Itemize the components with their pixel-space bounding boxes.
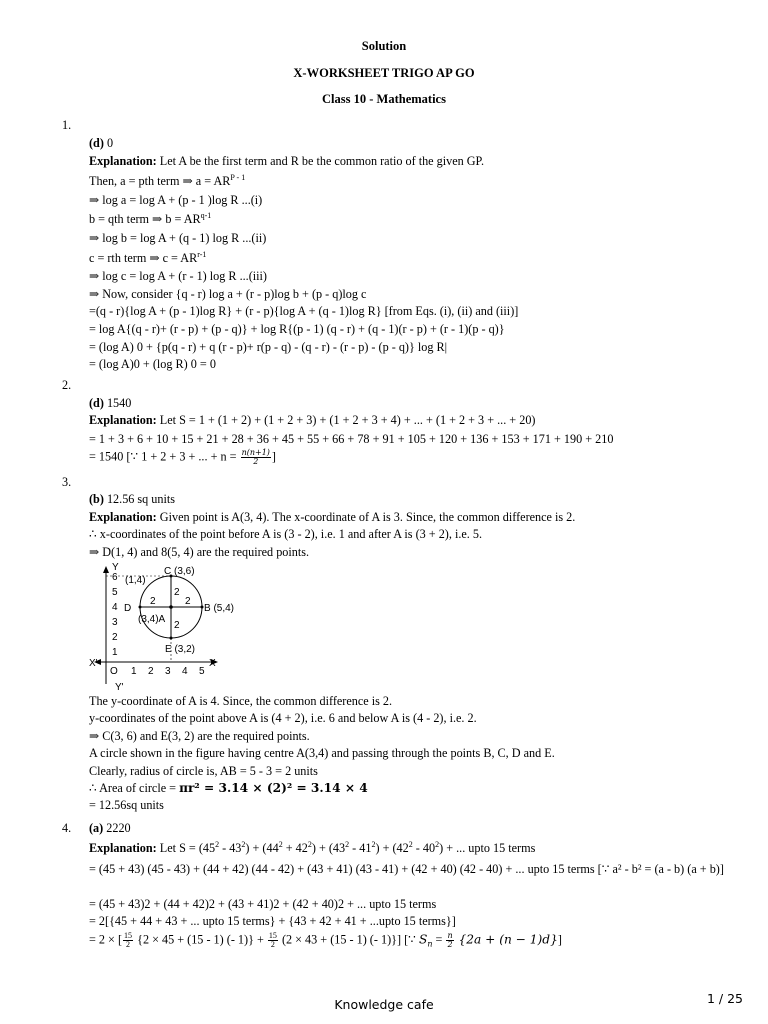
y-tick: 5 bbox=[112, 587, 118, 598]
answer-value: 12.56 sq units bbox=[106, 492, 176, 506]
explanation-text: Let S = 1 + (1 + 2) + (1 + 2 + 3) + (1 + 2 + 3 + 4) + ... + (1 + 2 + 3 + ... + 20) bbox=[159, 413, 536, 427]
fraction-numerator: 15 bbox=[268, 931, 277, 940]
segment-label: 2 bbox=[174, 587, 180, 598]
solution-line: = (log A) 0 + {p(q - r) + q (r - p)+ r(p - q) - (q - r) - (r - p) - (p - q)} log R| bbox=[89, 340, 448, 354]
solution-line: ⇒ D(1, 4) and 8(5, 4) are the required points. bbox=[89, 545, 310, 559]
explanation-label: Explanation: bbox=[89, 154, 157, 168]
answer-line bbox=[89, 396, 131, 411]
label-b: B (5,4) bbox=[204, 603, 235, 614]
explanation-label: Explanation: bbox=[89, 841, 157, 855]
fraction bbox=[123, 932, 133, 949]
answer-option: (a) bbox=[89, 821, 104, 835]
label-a: (3,4)A bbox=[138, 614, 166, 625]
answer-option: (b) bbox=[89, 492, 104, 506]
label-c: C (3,6) bbox=[164, 566, 195, 577]
solution-line: y-coordinates of the point above A is (4 + 2), i.e. 6 and below A is (4 - 2), i.e. 2. bbox=[89, 711, 477, 725]
label-1-4: (1,4) bbox=[125, 575, 146, 586]
y-tick: 3 bbox=[112, 617, 118, 628]
x-prime-label: X' bbox=[89, 658, 98, 669]
point-d bbox=[139, 606, 142, 609]
solution-line: ⇒ log a = log A + (p - 1 )log R ...(i) bbox=[89, 193, 263, 207]
y-tick: 2 bbox=[112, 632, 118, 643]
explanation-line bbox=[89, 154, 484, 169]
fraction-denominator: 2 bbox=[253, 457, 259, 466]
x-axis-label: X bbox=[209, 658, 216, 669]
question-number: 1. bbox=[62, 118, 72, 132]
solution-line: A circle shown in the figure having centre A(3,4) and passing through the points B, C, D and E. bbox=[89, 746, 555, 760]
line-text: ] bbox=[557, 932, 562, 947]
x-tick: 5 bbox=[199, 666, 205, 677]
segment-label: 2 bbox=[150, 596, 156, 607]
line-text: (2 × 43 + (15 - 1) (- 1)}] [∵ bbox=[278, 932, 419, 947]
label-e: E (3,2) bbox=[165, 644, 196, 655]
solution-line: = 2[{45 + 44 + 43 + ... upto 15 terms} + {43 + 42 + 41 + ...upto 15 terms}] bbox=[89, 914, 456, 928]
answer-value: 1540 bbox=[106, 396, 132, 410]
line-text: = bbox=[432, 932, 446, 947]
solution-line: = 1 + 3 + 6 + 10 + 15 + 21 + 28 + 36 + 45 + 55 + 66 + 78 + 91 + 105 + 120 + 136 + 153 + 171 + 190 + 210 bbox=[89, 432, 614, 446]
segment-label: 2 bbox=[174, 620, 180, 631]
line-text: b = qth term ⇒ b = AR bbox=[89, 212, 201, 226]
center-point bbox=[169, 605, 173, 609]
sum-symbol: S bbox=[418, 932, 428, 947]
y-tick: 6 bbox=[112, 572, 118, 583]
sum-formula: {2a + (n − 1)d} bbox=[454, 932, 558, 947]
line-text: = 1540 [∵ 1 + 2 + 3 + ... + n = bbox=[89, 449, 240, 464]
worksheet-title: X-WORKSHEET TRIGO AP GO bbox=[293, 66, 475, 80]
line-text: {2 × 45 + (15 - 1) (- 1)} + bbox=[134, 932, 267, 947]
solution-line: =(q - r){log A + (p - 1)log R} + (r - p){log A + (q - 1)log R} [from Eqs. (i), (ii) and (iii)] bbox=[89, 304, 519, 318]
footer-brand: Knowledge cafe bbox=[334, 997, 434, 1012]
y-tick: 4 bbox=[112, 602, 118, 613]
question-number: 3. bbox=[62, 475, 72, 489]
y-arrow bbox=[103, 566, 109, 573]
superscript: q-1 bbox=[200, 211, 212, 220]
line-text: ∴ Area of circle = bbox=[89, 781, 180, 795]
explanation-line bbox=[89, 510, 575, 525]
superscript: P - 1 bbox=[230, 173, 246, 182]
fraction-denominator: 2 bbox=[126, 940, 131, 949]
fraction-numerator: n bbox=[447, 931, 453, 940]
answer-value: 0 bbox=[106, 136, 114, 150]
solution-line: ⇒ C(3, 6) and E(3, 2) are the required points. bbox=[89, 729, 310, 743]
explanation-text: Given point is A(3, 4). The x-coordinate of A is 3. Since, the common difference is 2. bbox=[159, 510, 576, 524]
fraction-denominator: 2 bbox=[447, 940, 453, 949]
fraction-numerator: n(n+1) bbox=[241, 448, 270, 457]
explanation-label: Explanation: bbox=[89, 413, 157, 427]
solution-line bbox=[89, 251, 206, 266]
solution-line: ∴ x-coordinates of the point before A is (3 - 2), i.e. 1 and after A is (3 + 2), i.e. 5. bbox=[89, 527, 483, 541]
x-tick: 3 bbox=[165, 666, 171, 677]
answer-option: (d) bbox=[89, 396, 104, 410]
answer-line bbox=[89, 136, 113, 151]
solution-line bbox=[89, 174, 245, 189]
fraction bbox=[241, 449, 271, 466]
solution-line bbox=[89, 932, 562, 952]
solution-line: ⇒ Now, consider {q - r) log a + (r - p)log b + (p - q)log c bbox=[89, 287, 367, 301]
question-number: 2. bbox=[62, 378, 72, 392]
solution-line: = log A{(q - r)+ (r - p) + (p - q)} + log R{(p - 1) (q - r) + (q - 1)(r - p) + (r - 1)(p - q)} bbox=[89, 322, 505, 336]
y-prime-label: Y' bbox=[115, 682, 124, 693]
solution-line: = (45 + 43) (45 - 43) + (44 + 42) (44 - 42) + (43 + 41) (43 - 41) + (42 + 40) (42 - 40) + ... upto 15 terms [∵ a² - b² = (a - b) (a + b)] bbox=[89, 862, 724, 876]
superscript: r-1 bbox=[197, 250, 207, 259]
point-e bbox=[170, 637, 173, 640]
area-formula: πr² = 3.14 × (2)² = 3.14 × 4 bbox=[179, 781, 368, 795]
segment-label: 2 bbox=[185, 596, 191, 607]
solution-line: = (log A)0 + (log R) 0 = 0 bbox=[89, 357, 216, 371]
line-text: ] bbox=[271, 449, 276, 464]
fraction bbox=[268, 932, 278, 949]
explanation-line bbox=[89, 413, 535, 428]
explanation-label: Explanation: bbox=[89, 510, 157, 524]
answer-value: 2220 bbox=[106, 821, 131, 835]
explanation-line: Explanation: Let $S = (45^2 - 43^2) + (44^2 + 42^2) + (43^2 - 41^2) + (42^2 - 40^2)$ + ... upto 15 terms bbox=[89, 840, 536, 855]
solution-line: = (45 + 43)2 + (44 + 42)2 + (43 + 41)2 + (42 + 40)2 + ... upto 15 terms bbox=[89, 897, 437, 911]
coordinate-figure bbox=[86, 562, 235, 693]
fraction bbox=[446, 932, 453, 949]
y-tick: 1 bbox=[112, 647, 118, 658]
y-axis-label: Y bbox=[112, 562, 119, 573]
origin-label: O bbox=[110, 666, 118, 677]
line-text: c = rth term ⇒ c = AR bbox=[89, 251, 198, 265]
label-d: D bbox=[124, 603, 132, 614]
answer-line bbox=[89, 821, 131, 836]
x-tick: 1 bbox=[131, 666, 137, 677]
solution-line bbox=[89, 449, 276, 466]
explanation-text: Let A be the first term and R be the common ratio of the given GP. bbox=[159, 154, 485, 168]
solution-line bbox=[89, 781, 368, 796]
solution-line bbox=[89, 212, 211, 227]
line-text: Then, a = pth term ⇒ a = AR bbox=[89, 174, 231, 188]
answer-option: (d) bbox=[89, 136, 104, 150]
solution-line: ⇒ log c = log A + (r - 1) log R ...(iii) bbox=[89, 269, 267, 283]
x-tick: 4 bbox=[182, 666, 188, 677]
question-number: 4. bbox=[62, 821, 72, 835]
x-tick: 2 bbox=[148, 666, 154, 677]
fraction-numerator: 15 bbox=[124, 931, 133, 940]
solution-line: ⇒ log b = log A + (q - 1) log R ...(ii) bbox=[89, 231, 267, 245]
fraction-denominator: 2 bbox=[270, 940, 275, 949]
solution-heading: Solution bbox=[361, 39, 407, 53]
solution-line: The y-coordinate of A is 4. Since, the common difference is 2. bbox=[89, 694, 393, 708]
solution-line: Clearly, radius of circle is, AB = 5 - 3 = 2 units bbox=[89, 764, 318, 778]
solution-line: = 12.56sq units bbox=[89, 798, 164, 812]
answer-line bbox=[89, 492, 175, 507]
subscript: n bbox=[427, 939, 433, 949]
line-text: = 2 × [ bbox=[89, 932, 123, 947]
page-number: 1 / 25 bbox=[706, 991, 743, 1006]
class-subtitle: Class 10 - Mathematics bbox=[322, 92, 446, 106]
